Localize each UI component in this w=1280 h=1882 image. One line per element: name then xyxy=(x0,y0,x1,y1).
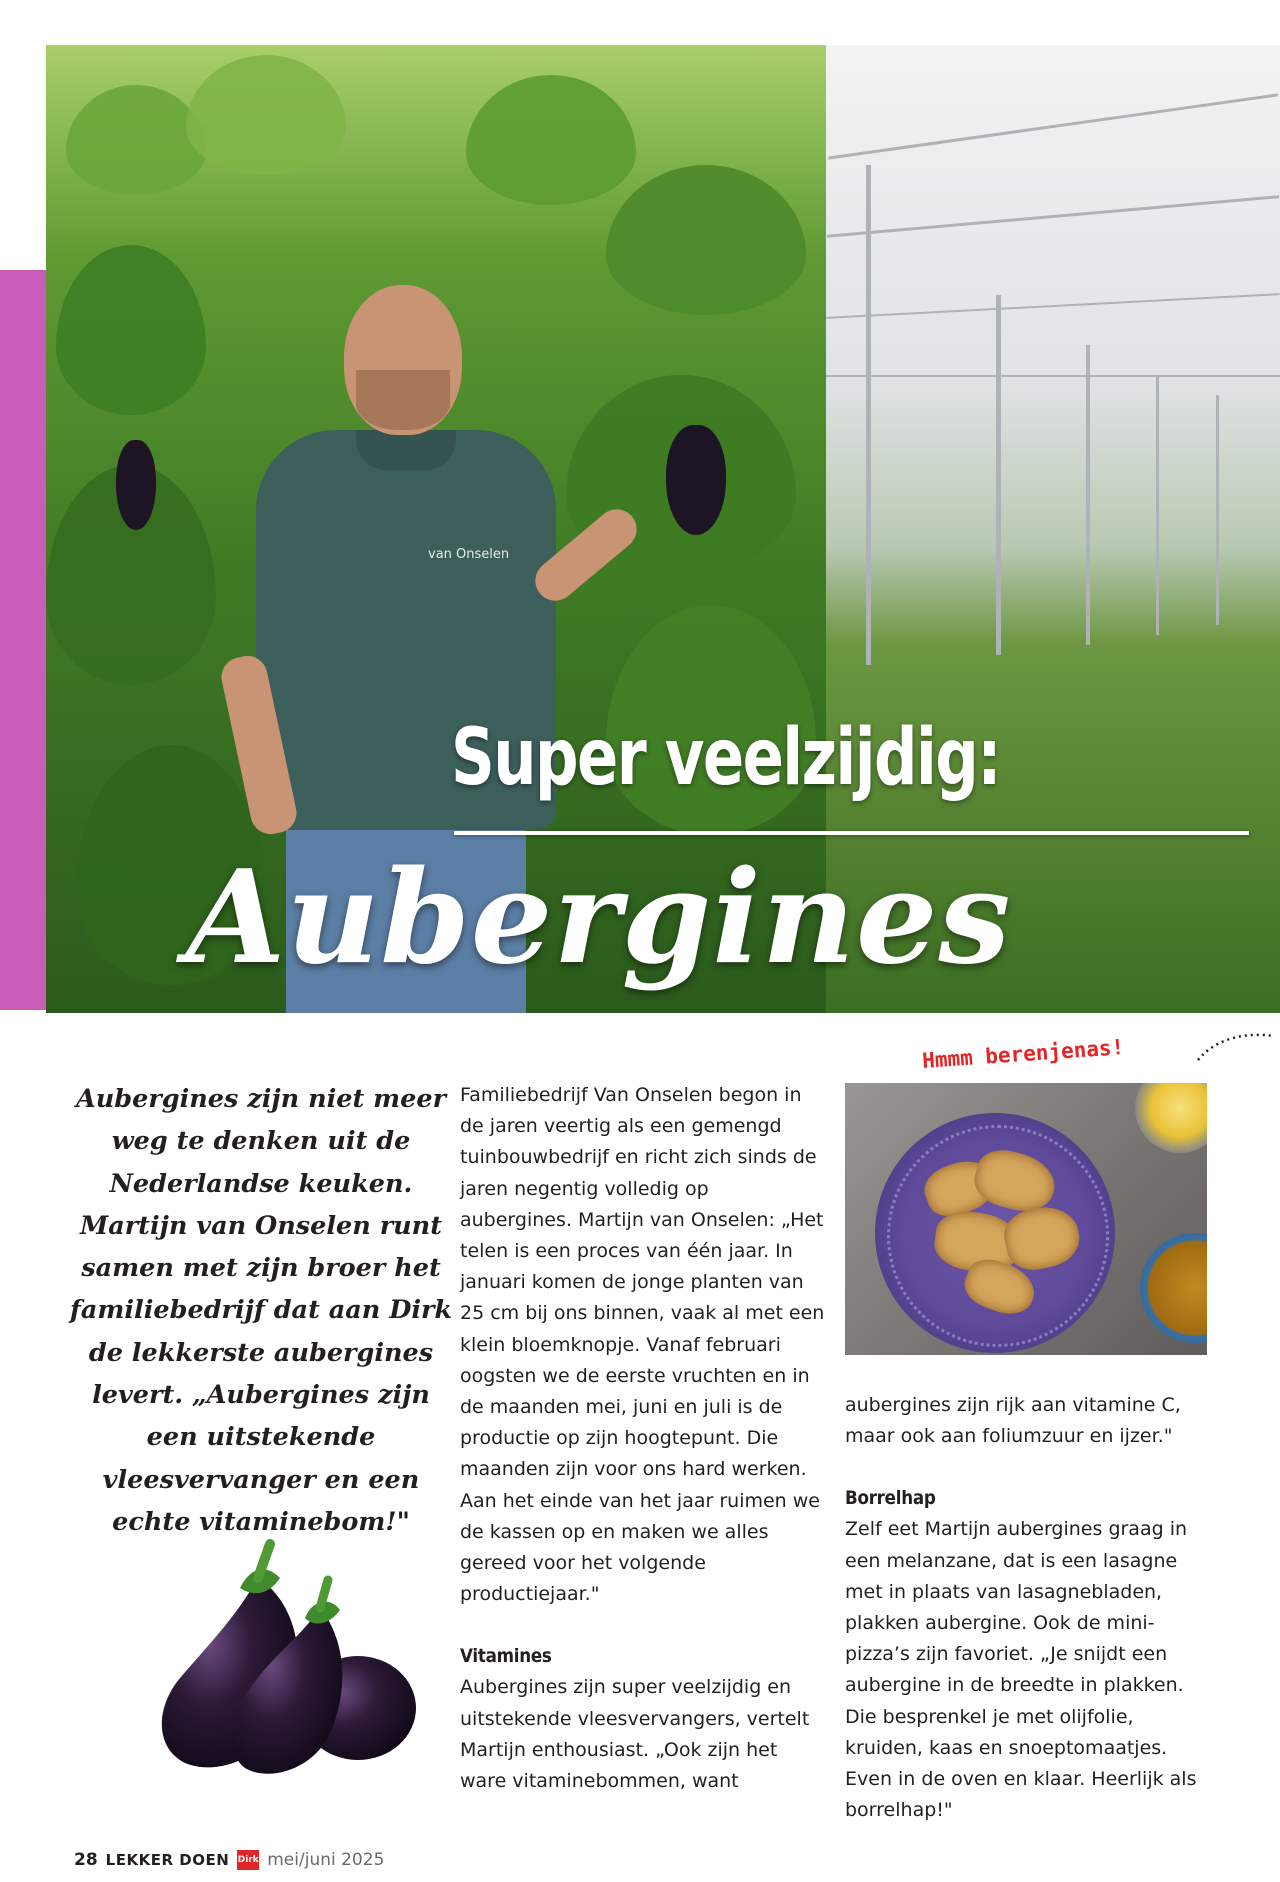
subheading-vitamines: Vitamines xyxy=(460,1645,552,1668)
headline-underline xyxy=(454,831,1249,835)
intro-quote: Aubergines zijn niet meer weg te denken uit de Nederlandse keuken. Martijn van Onselen runt samen met zijn broer het familiebedrijf dat aan Dirk de lekkerste aubergines levert. „Aubergines zijn een uitstekende vleesvervanger en een echte vitaminebom!" xyxy=(69,1084,453,1537)
dotted-arrow-icon xyxy=(1196,1030,1276,1070)
accent-bar xyxy=(0,270,46,1010)
magazine-name: LEKKER DOEN xyxy=(105,1851,230,1869)
article-column-middle xyxy=(460,1080,826,1797)
article-paragraph: Aubergines zijn super veelzijdig en uitstekende vleesvervangers, vertelt Martijn enthousiast. „Ook zijn het ware vitaminebommen, want xyxy=(460,1676,810,1793)
headline-line-1: Super veelzijdig: xyxy=(451,713,1001,803)
subheading-borrelhap: Borrelhap xyxy=(845,1487,936,1510)
article-column-right xyxy=(845,1390,1217,1826)
article-paragraph: Zelf eet Martijn aubergines graag in een melanzane, dat is een lasagne met in plaats van lasagnebladen, plakken aubergine. Ook de mini-pizza’s zijn favoriet. „Je snijdt een aubergine in de breedte in plakken. Die besprenkel je met olijfolie, kruiden, kaas en snoeptomaatjes. Even in de oven en klaar. Heerlijk als borrelhap!" xyxy=(845,1518,1197,1822)
shirt-logo: van Onselen xyxy=(428,547,510,562)
eggplants-image xyxy=(140,1538,430,1788)
page-number: 28 xyxy=(74,1850,98,1870)
photo-caption: Hmmm berenjenas! xyxy=(921,1034,1125,1074)
page-footer xyxy=(74,1850,384,1870)
article-paragraph: Familiebedrijf Van Onselen begon in de jaren veertig als een gemengd tuinbouwbedrijf en richt zich sinds de jaren negentig volledig op aubergines. Martijn van Onselen: „Het telen is een proces van één jaar. In januari komen de jonge planten van 25 cm bij ons binnen, vaak al met een klein bloemknopje. Vanaf februari oogsten we de eerste vruchten en in de maanden mei, juni en juli is de productie op zijn hoogtepunt. Die maanden zijn voor ons hard werken. Aan het einde van het jaar ruimen we de kassen op en maken we alles gereed voor het volgende productiejaar." xyxy=(460,1084,825,1606)
hanging-eggplant-icon xyxy=(116,440,156,530)
issue-date: mei/juni 2025 xyxy=(267,1850,385,1870)
grilled-eggplant-dish-photo xyxy=(845,1083,1207,1355)
dirk-logo: Dirk xyxy=(237,1850,259,1870)
headline-line-2: Aubergines xyxy=(186,843,1012,993)
hanging-eggplant-icon xyxy=(666,425,726,535)
hero-photo xyxy=(46,45,1280,1013)
article-paragraph: aubergines zijn rijk aan vitamine C, maar ook aan foliumzuur en ijzer." xyxy=(845,1394,1181,1448)
